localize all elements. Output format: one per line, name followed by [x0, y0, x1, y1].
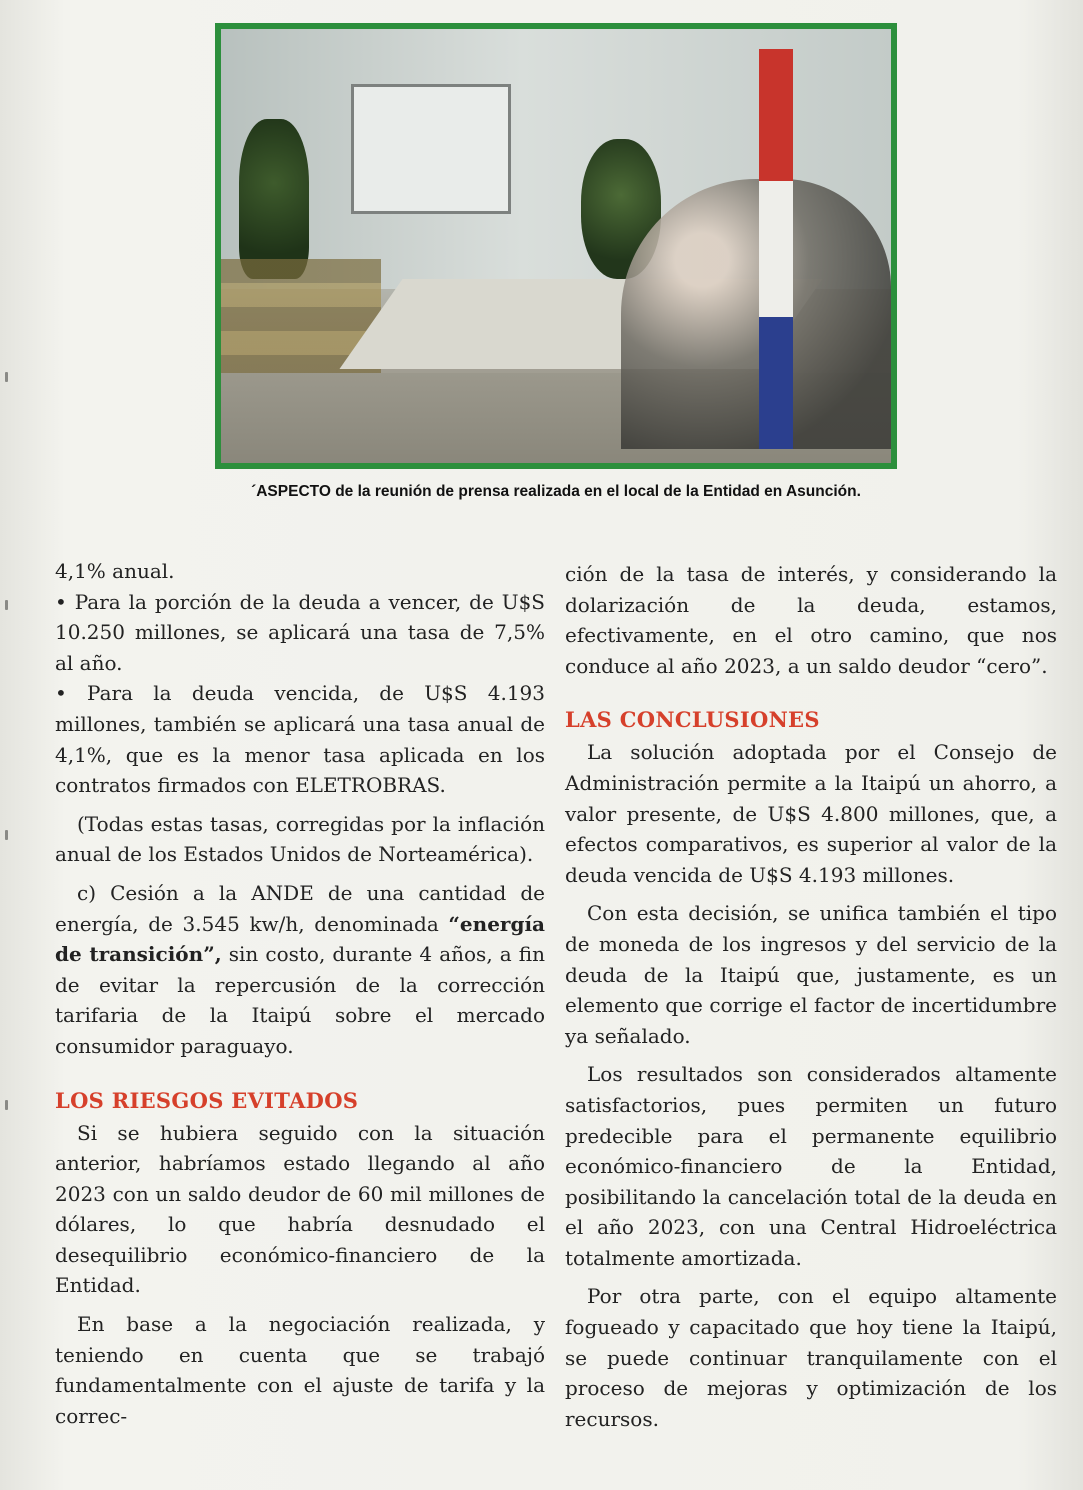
- binding-mark: [5, 1100, 8, 1110]
- photo-caption: ´ASPECTO de la reunión de prensa realizada en el local de la Entidad en Asunción.: [251, 483, 861, 500]
- binding-mark: [5, 600, 8, 610]
- binding-mark: [5, 372, 8, 382]
- paraguay-flag: [759, 49, 793, 449]
- plant: [239, 119, 309, 279]
- left-column: [55, 556, 545, 1431]
- bold-term: “energía de transición”,: [55, 911, 545, 967]
- paragraph: Por otra parte, con el equipo altamente fogueado y capacitado que hoy tiene la Itaipú, se puede continuar tranquilamente con el proceso de mejoras y optimización de los recursos.: [565, 1284, 1057, 1431]
- paragraph: La solución adoptada por el Consejo de Administración permite a la Itaipú un ahorro, a valor presente, de U$S 4.800 millones, que, a efectos comparativos, es superior al valor de la deuda vencida de U$S 4.193 millones.: [565, 740, 1057, 887]
- paragraph: 4,1% anual.: [55, 559, 175, 583]
- section-heading: LOS RIESGOS EVITADOS: [55, 1087, 359, 1113]
- attendees: [621, 179, 891, 449]
- paragraph: Los resultados son considerados altamente satisfactorios, pues permiten un futuro predecible para el permanente equilibrio económico-financiero de la Entidad, posibilitando la cancelación total de la deuda en el año 2023, con una Central Hidroeléctrica totalmente amortizada.: [565, 1062, 1057, 1270]
- press-meeting-photo: [221, 29, 891, 463]
- paragraph: c) Cesión a la ANDE de una cantidad de energía, de 3.545 kw/h, denominada “energía de transición”, sin costo, durante 4 años, a fin de evitar la repercusión de la corrección tarifaria de la Itaipú sobre el mercado consumidor paraguayo.: [55, 880, 545, 1058]
- bullet-paragraph: • Para la deuda vencida, de U$S 4.193 millones, también se aplicará una tasa anual de 4,1%, que es la menor tasa aplicada en los contratos firmados con ELETROBRAS.: [55, 681, 545, 798]
- binding-mark: [5, 830, 8, 840]
- bullet-paragraph: • Para la porción de la deuda a vencer, de U$S 10.250 millones, se aplicará una tasa de 7,5% al año.: [55, 589, 545, 675]
- paragraph: Si se hubiera seguido con la situación anterior, habríamos estado llegando al año 2023 con un saldo deudor de 60 mil millones de dólares, lo que habría desnudado el desequilibrio económico-financiero de la Entidad.: [55, 1120, 545, 1298]
- projection-screen: [351, 84, 511, 214]
- photo-frame: [215, 23, 897, 469]
- paragraph: Con esta decisión, se unifica también el tipo de moneda de los ingresos y del servicio de la deuda de la Itaipú que, justamente, es un elemento que corrige el factor de incertidumbre ya señalado.: [565, 901, 1057, 1048]
- paragraph: En base a la negociación realizada, y teniendo en cuenta que se trabajó fundamentalmente con el ajuste de tarifa y la correc-: [55, 1312, 545, 1428]
- right-column: [565, 559, 1057, 1434]
- paragraph: ción de la tasa de interés, y considerando la dolarización de la deuda, estamos, efectivamente, en el otro camino, que nos conduce al año 2023, a un saldo deudor “cero”.: [565, 562, 1057, 678]
- paragraph: (Todas estas tasas, corregidas por la inflación anual de los Estados Unidos de Norteamérica).: [55, 811, 545, 867]
- section-heading: LAS CONCLUSIONES: [565, 707, 820, 733]
